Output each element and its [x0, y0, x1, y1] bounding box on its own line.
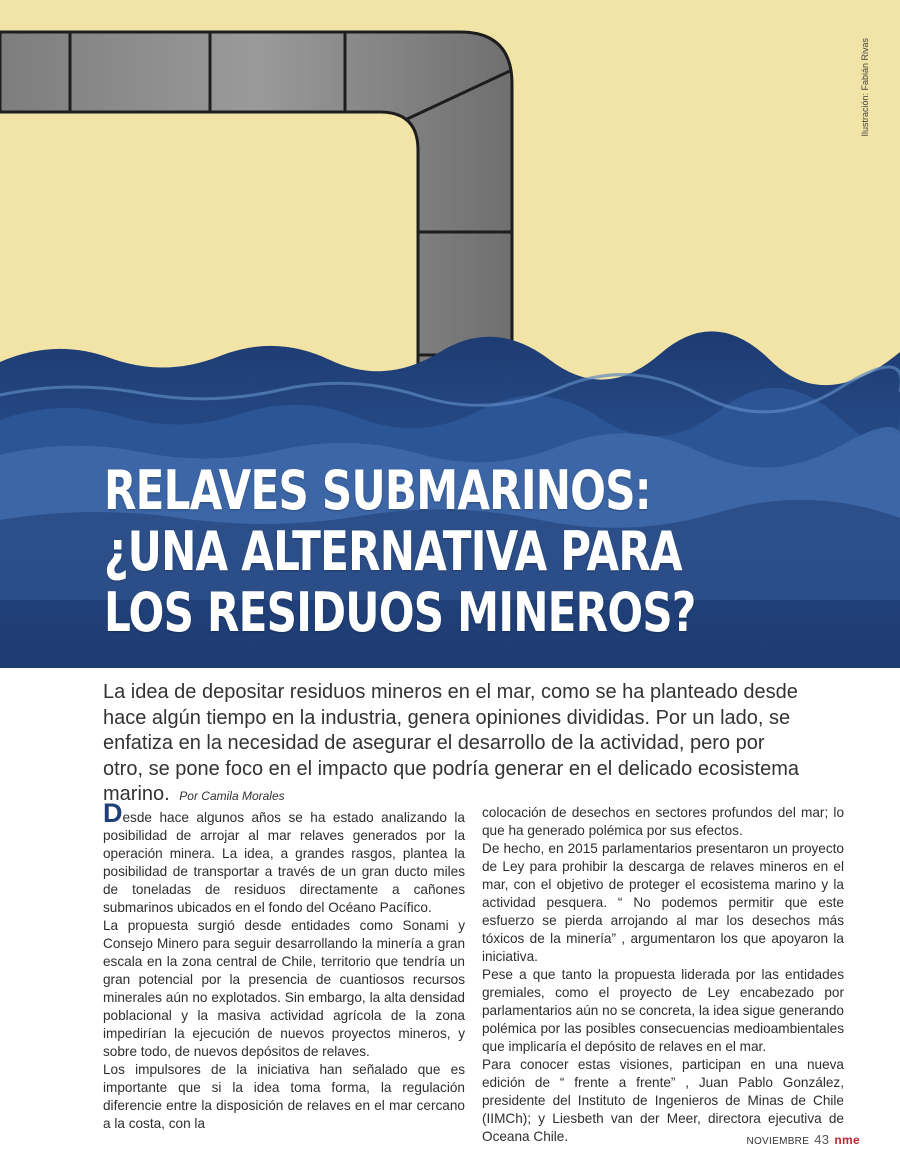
body-paragraph: Para conocer estas visiones, participan en una nueva edición de “ frente a frente” , Juan Pablo González, presidente del Instituto de Ingenieros de Minas de Chile (IIMCh); y Liesbeth van der Meer, directora ejecutiva de Oceana Chile. [482, 1057, 844, 1144]
page-number: 43 [814, 1132, 830, 1147]
body-column-right [482, 804, 844, 1146]
body-column-left [103, 798, 465, 1133]
title-line: RELAVES SUBMARINOS: [104, 459, 651, 522]
title-line: ¿UNA ALTERNATIVA PARA [104, 520, 682, 583]
article-lead [103, 680, 803, 810]
title-line: LOS RESIDUOS MINEROS? [104, 581, 696, 644]
body-paragraph: colocación de desechos en sectores profundos del mar; lo que ha generado polémica por sus efectos. [482, 805, 844, 838]
body-paragraph: La propuesta surgió desde entidades como Sonami y Consejo Minero para seguir desarrollando la minería a gran escala en la zona central de Chile, territorio que tendría un gran potencial por la presencia de cuantiosos recursos minerales aún no explotados. Sin embargo, la alta densidad poblacional y la masiva actividad agrícola de la zona impedirían la ejecución de nuevos proyectos mineros, y sobre todo, de nuevos depósitos de relaves. [103, 918, 465, 1059]
lead-text: La idea de depositar residuos mineros en el mar, como se ha planteado desde hace algún tiempo en la industria, genera opiniones divididas. Por un lado, se enfatiza en la necesidad de asegurar el desarrollo de la actividad, pero por otro, se pone foco en el impacto que podría generar en el delicado ecosistema marino. [103, 681, 799, 805]
body-paragraph: Desde hace algunos años se ha estado analizando la posibilidad de arrojar al mar relaves generados por la operación minera. La idea, a grandes rasgos, plantea la posibilidad de transportar a través de un gran ducto miles de toneladas de residuos directamente a cañones submarinos ubicados en el fondo del Océano Pacífico. [103, 798, 465, 915]
body-paragraph: De hecho, en 2015 parlamentarios presentaron un proyecto de Ley para prohibir la descarga de relaves mineros en el mar, con el objetivo de proteger el ecosistema marino y la actividad pesquera. “ No podemos permitir que este esfuerzo se pierda arrojando al mar los desechos más tóxicos de la minería” , argumentaron los que apoyaron la iniciativa. [482, 841, 844, 964]
footer-month: NOVIEMBRE [746, 1136, 810, 1147]
page-footer [746, 1132, 860, 1147]
body-paragraph: Los impulsores de la iniciativa han señalado que es importante que si la idea toma forma, la regulación diferencie entre la disposición de relaves en el mar cercano a la costa, con la [103, 1062, 465, 1131]
article-title [104, 460, 696, 643]
illustration-credit: Ilustración: Fabián Rivas [860, 38, 870, 137]
byline: Por Camila Morales [179, 789, 285, 803]
drop-cap: D [103, 798, 123, 828]
magazine-logo: nme [834, 1133, 860, 1147]
body-paragraph: Pese a que tanto la propuesta liderada por las entidades gremiales, como el proyecto de Ley encabezado por parlamentarios aún no se concreta, la idea sigue generando polémica por las posibles consecuencias medioambientales que implicaría el depósito de relaves en el mar. [482, 967, 844, 1054]
